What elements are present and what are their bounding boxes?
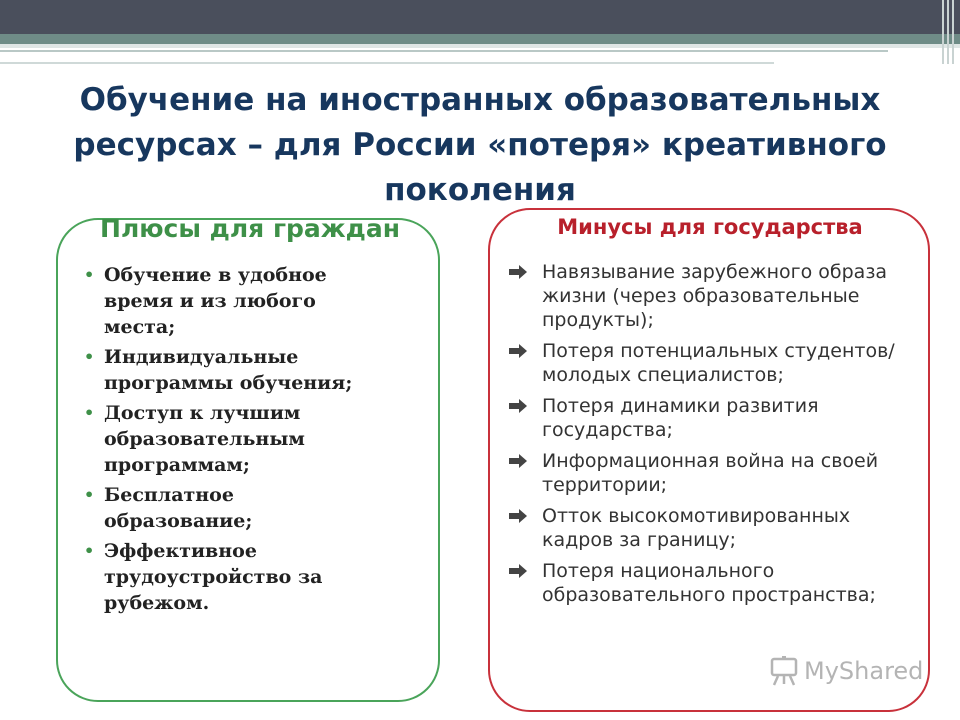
pros-heading: Плюсы для граждан	[100, 214, 400, 243]
pros-item-text: Обучение в удобное время и из любого места;	[104, 264, 327, 338]
top-bar	[0, 0, 960, 34]
top-band-light	[0, 44, 960, 48]
decor-vertical-lines	[942, 0, 954, 64]
arrow-right-icon	[508, 564, 528, 578]
list-item	[506, 504, 916, 552]
pros-item-text: Эффективное трудоустройство за рубежом.	[104, 540, 323, 614]
watermark-text: MyShared	[804, 657, 924, 685]
cons-heading: Минусы для государства	[557, 215, 863, 239]
arrow-right-icon	[508, 509, 528, 523]
cons-item-text: Информационная война на своей территории;	[542, 450, 879, 496]
cons-item-text: Отток высокомотивированных кадров за границу;	[542, 505, 851, 551]
list-item	[506, 394, 916, 442]
title-line: Обучение на иностранных образовательных	[79, 82, 881, 118]
cons-item-text: Потеря потенциальных студентов/молодых специалистов;	[542, 340, 895, 386]
decor-line	[0, 62, 774, 64]
cons-list	[506, 260, 916, 614]
bullet-icon: •	[84, 347, 95, 366]
list-item	[82, 538, 382, 616]
arrow-right-icon	[508, 454, 528, 468]
cons-item-text: Потеря национального образовательного пространства;	[542, 560, 876, 606]
arrow-right-icon	[508, 265, 528, 279]
list-item	[506, 260, 916, 332]
list-item	[506, 339, 916, 387]
decor-line	[0, 50, 888, 52]
list-item	[82, 400, 382, 478]
pros-item-text: Доступ к лучшим образовательным программам;	[104, 402, 305, 476]
cons-item-text: Навязывание зарубежного образа жизни (через образовательные продукты);	[542, 261, 888, 331]
list-item	[82, 482, 382, 534]
arrow-right-icon	[508, 399, 528, 413]
pros-item-text: Бесплатное образование;	[104, 484, 253, 532]
pros-item-text: Индивидуальные программы обучения;	[104, 346, 353, 394]
top-band	[0, 34, 960, 44]
cons-item-text: Потеря динамики развития государства;	[542, 395, 819, 441]
list-item	[82, 344, 382, 396]
title-line: ресурсах – для России «потеря» креативного	[73, 127, 887, 163]
arrow-right-icon	[508, 344, 528, 358]
bullet-icon: •	[84, 403, 95, 422]
list-item	[506, 449, 916, 497]
bullet-icon: •	[84, 265, 95, 284]
list-item	[82, 262, 382, 340]
title-line: поколения	[384, 172, 576, 208]
bullet-icon: •	[84, 541, 95, 560]
projector-icon	[770, 656, 798, 686]
slide-title	[40, 78, 920, 213]
watermark	[770, 656, 923, 696]
pros-list	[82, 262, 382, 620]
bullet-icon: •	[84, 485, 95, 504]
list-item	[506, 559, 916, 607]
